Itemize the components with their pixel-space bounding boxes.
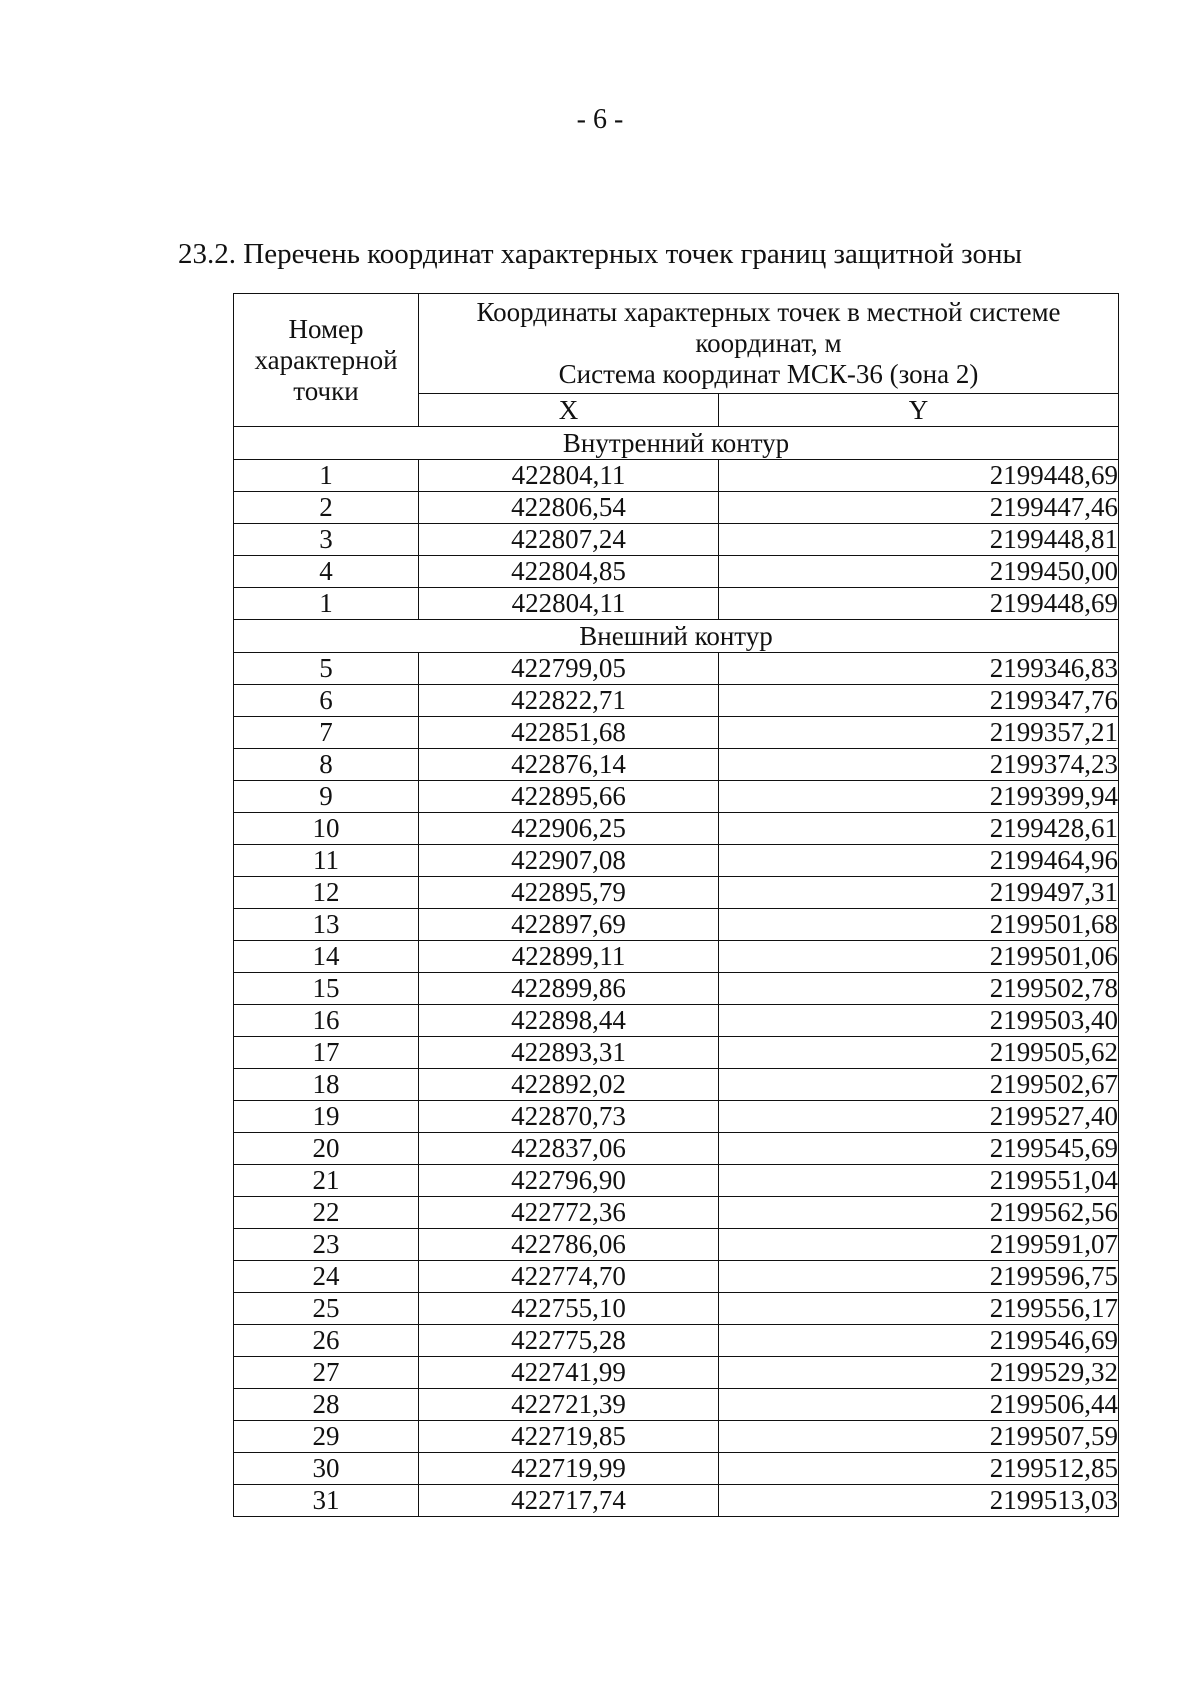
coords-header-line: Система координат МСК-36 (зона 2) [558,359,979,389]
y-coordinate-cell: 2199527,40 [719,1101,1119,1133]
point-number-header [234,294,419,427]
y-coordinate-cell: 2199556,17 [719,1293,1119,1325]
point-number-cell: 27 [234,1357,419,1389]
table-row [234,1037,1119,1069]
x-coordinate-cell: 422893,31 [419,1037,719,1069]
y-coordinate-cell: 2199448,81 [719,524,1119,556]
table-row [234,845,1119,877]
table-row [234,1421,1119,1453]
table-row [234,1389,1119,1421]
x-coordinate-cell: 422799,05 [419,653,719,685]
coords-header [419,294,1119,394]
x-coordinate-cell: 422897,69 [419,909,719,941]
point-number-cell: 30 [234,1453,419,1485]
point-number-cell: 23 [234,1229,419,1261]
y-coordinate-cell: 2199448,69 [719,460,1119,492]
point-number-cell: 2 [234,492,419,524]
table-row [234,1069,1119,1101]
table-row [234,941,1119,973]
y-coordinate-cell: 2199503,40 [719,1005,1119,1037]
coords-header-line: координат, м [695,328,842,358]
table-header [234,294,1119,427]
x-coordinate-cell: 422807,24 [419,524,719,556]
y-coordinate-cell: 2199512,85 [719,1453,1119,1485]
point-number-cell: 14 [234,941,419,973]
table-row [234,524,1119,556]
point-number-cell: 10 [234,813,419,845]
section-row [234,620,1119,653]
point-number-cell: 20 [234,1133,419,1165]
y-coordinate-cell: 2199399,94 [719,781,1119,813]
y-coordinate-cell: 2199347,76 [719,685,1119,717]
y-coordinate-cell: 2199591,07 [719,1229,1119,1261]
x-coordinate-cell: 422804,11 [419,460,719,492]
x-column-header: X [419,394,719,427]
x-coordinate-cell: 422775,28 [419,1325,719,1357]
y-coordinate-cell: 2199428,61 [719,813,1119,845]
y-coordinate-cell: 2199529,32 [719,1357,1119,1389]
table-row [234,492,1119,524]
point-number-cell: 1 [234,460,419,492]
x-coordinate-cell: 422906,25 [419,813,719,845]
x-coordinate-cell: 422719,99 [419,1453,719,1485]
y-coordinate-cell: 2199502,78 [719,973,1119,1005]
table-row [234,1293,1119,1325]
point-number-cell: 6 [234,685,419,717]
y-coordinate-cell: 2199562,56 [719,1197,1119,1229]
x-coordinate-cell: 422772,36 [419,1197,719,1229]
table-row [234,1133,1119,1165]
coordinates-table [233,293,1119,1517]
table-row [234,1357,1119,1389]
point-number-header-line: Номер [288,313,364,344]
table-body [234,427,1119,1517]
x-coordinate-cell: 422837,06 [419,1133,719,1165]
point-number-cell: 8 [234,749,419,781]
y-coordinate-cell: 2199551,04 [719,1165,1119,1197]
x-coordinate-cell: 422876,14 [419,749,719,781]
x-coordinate-cell: 422804,11 [419,588,719,620]
x-coordinate-cell: 422892,02 [419,1069,719,1101]
table-row [234,1325,1119,1357]
table-row [234,1005,1119,1037]
table-row [234,877,1119,909]
x-coordinate-cell: 422907,08 [419,845,719,877]
section-title-cell: Внешний контур [234,620,1119,653]
point-number-cell: 9 [234,781,419,813]
x-coordinate-cell: 422719,85 [419,1421,719,1453]
table-row [234,685,1119,717]
table-row [234,1485,1119,1517]
table-row [234,781,1119,813]
point-number-cell: 29 [234,1421,419,1453]
point-number-cell: 5 [234,653,419,685]
x-coordinate-cell: 422804,85 [419,556,719,588]
point-number-cell: 15 [234,973,419,1005]
table-row [234,653,1119,685]
point-number-cell: 19 [234,1101,419,1133]
table-row [234,909,1119,941]
table-row [234,1261,1119,1293]
y-coordinate-cell: 2199464,96 [719,845,1119,877]
point-number-cell: 28 [234,1389,419,1421]
x-coordinate-cell: 422899,11 [419,941,719,973]
table-row [234,588,1119,620]
point-number-cell: 31 [234,1485,419,1517]
y-coordinate-cell: 2199501,68 [719,909,1119,941]
page-number: - 6 - [576,104,624,135]
x-coordinate-cell: 422721,39 [419,1389,719,1421]
point-number-cell: 3 [234,524,419,556]
point-number-cell: 18 [234,1069,419,1101]
x-coordinate-cell: 422870,73 [419,1101,719,1133]
x-coordinate-cell: 422796,90 [419,1165,719,1197]
x-coordinate-cell: 422717,74 [419,1485,719,1517]
table-row [234,717,1119,749]
section-title: 23.2. Перечень координат характерных точек границ защитной зоны [178,238,1022,270]
y-coordinate-cell: 2199448,69 [719,588,1119,620]
section-title-cell: Внутренний контур [234,427,1119,460]
x-coordinate-cell: 422895,79 [419,877,719,909]
point-number-cell: 4 [234,556,419,588]
y-coordinate-cell: 2199513,03 [719,1485,1119,1517]
y-coordinate-cell: 2199546,69 [719,1325,1119,1357]
y-coordinate-cell: 2199596,75 [719,1261,1119,1293]
x-coordinate-cell: 422895,66 [419,781,719,813]
x-coordinate-cell: 422755,10 [419,1293,719,1325]
x-coordinate-cell: 422898,44 [419,1005,719,1037]
point-number-header-line: точки [293,375,359,406]
y-coordinate-cell: 2199507,59 [719,1421,1119,1453]
y-coordinate-cell: 2199505,62 [719,1037,1119,1069]
point-number-header-line: характерной [254,344,398,375]
point-number-cell: 16 [234,1005,419,1037]
table-row [234,556,1119,588]
table-row [234,973,1119,1005]
point-number-cell: 1 [234,588,419,620]
table-row [234,749,1119,781]
x-coordinate-cell: 422774,70 [419,1261,719,1293]
y-coordinate-cell: 2199447,46 [719,492,1119,524]
y-coordinate-cell: 2199501,06 [719,941,1119,973]
x-coordinate-cell: 422786,06 [419,1229,719,1261]
y-coordinate-cell: 2199346,83 [719,653,1119,685]
table-row [234,1101,1119,1133]
table-row [234,1197,1119,1229]
point-number-cell: 25 [234,1293,419,1325]
table-row [234,1165,1119,1197]
y-coordinate-cell: 2199497,31 [719,877,1119,909]
point-number-cell: 24 [234,1261,419,1293]
x-coordinate-cell: 422899,86 [419,973,719,1005]
coords-header-line: Координаты характерных точек в местной системе [476,297,1061,327]
point-number-cell: 11 [234,845,419,877]
point-number-cell: 22 [234,1197,419,1229]
section-row [234,427,1119,460]
table-row [234,813,1119,845]
point-number-cell: 17 [234,1037,419,1069]
y-column-header: Y [719,394,1119,427]
y-coordinate-cell: 2199450,00 [719,556,1119,588]
table-row [234,1229,1119,1261]
y-coordinate-cell: 2199374,23 [719,749,1119,781]
x-coordinate-cell: 422822,71 [419,685,719,717]
y-coordinate-cell: 2199506,44 [719,1389,1119,1421]
x-coordinate-cell: 422851,68 [419,717,719,749]
x-coordinate-cell: 422741,99 [419,1357,719,1389]
y-coordinate-cell: 2199357,21 [719,717,1119,749]
point-number-cell: 13 [234,909,419,941]
point-number-cell: 21 [234,1165,419,1197]
y-coordinate-cell: 2199545,69 [719,1133,1119,1165]
point-number-cell: 26 [234,1325,419,1357]
y-coordinate-cell: 2199502,67 [719,1069,1119,1101]
point-number-cell: 7 [234,717,419,749]
point-number-cell: 12 [234,877,419,909]
table-row [234,460,1119,492]
x-coordinate-cell: 422806,54 [419,492,719,524]
table-row [234,1453,1119,1485]
